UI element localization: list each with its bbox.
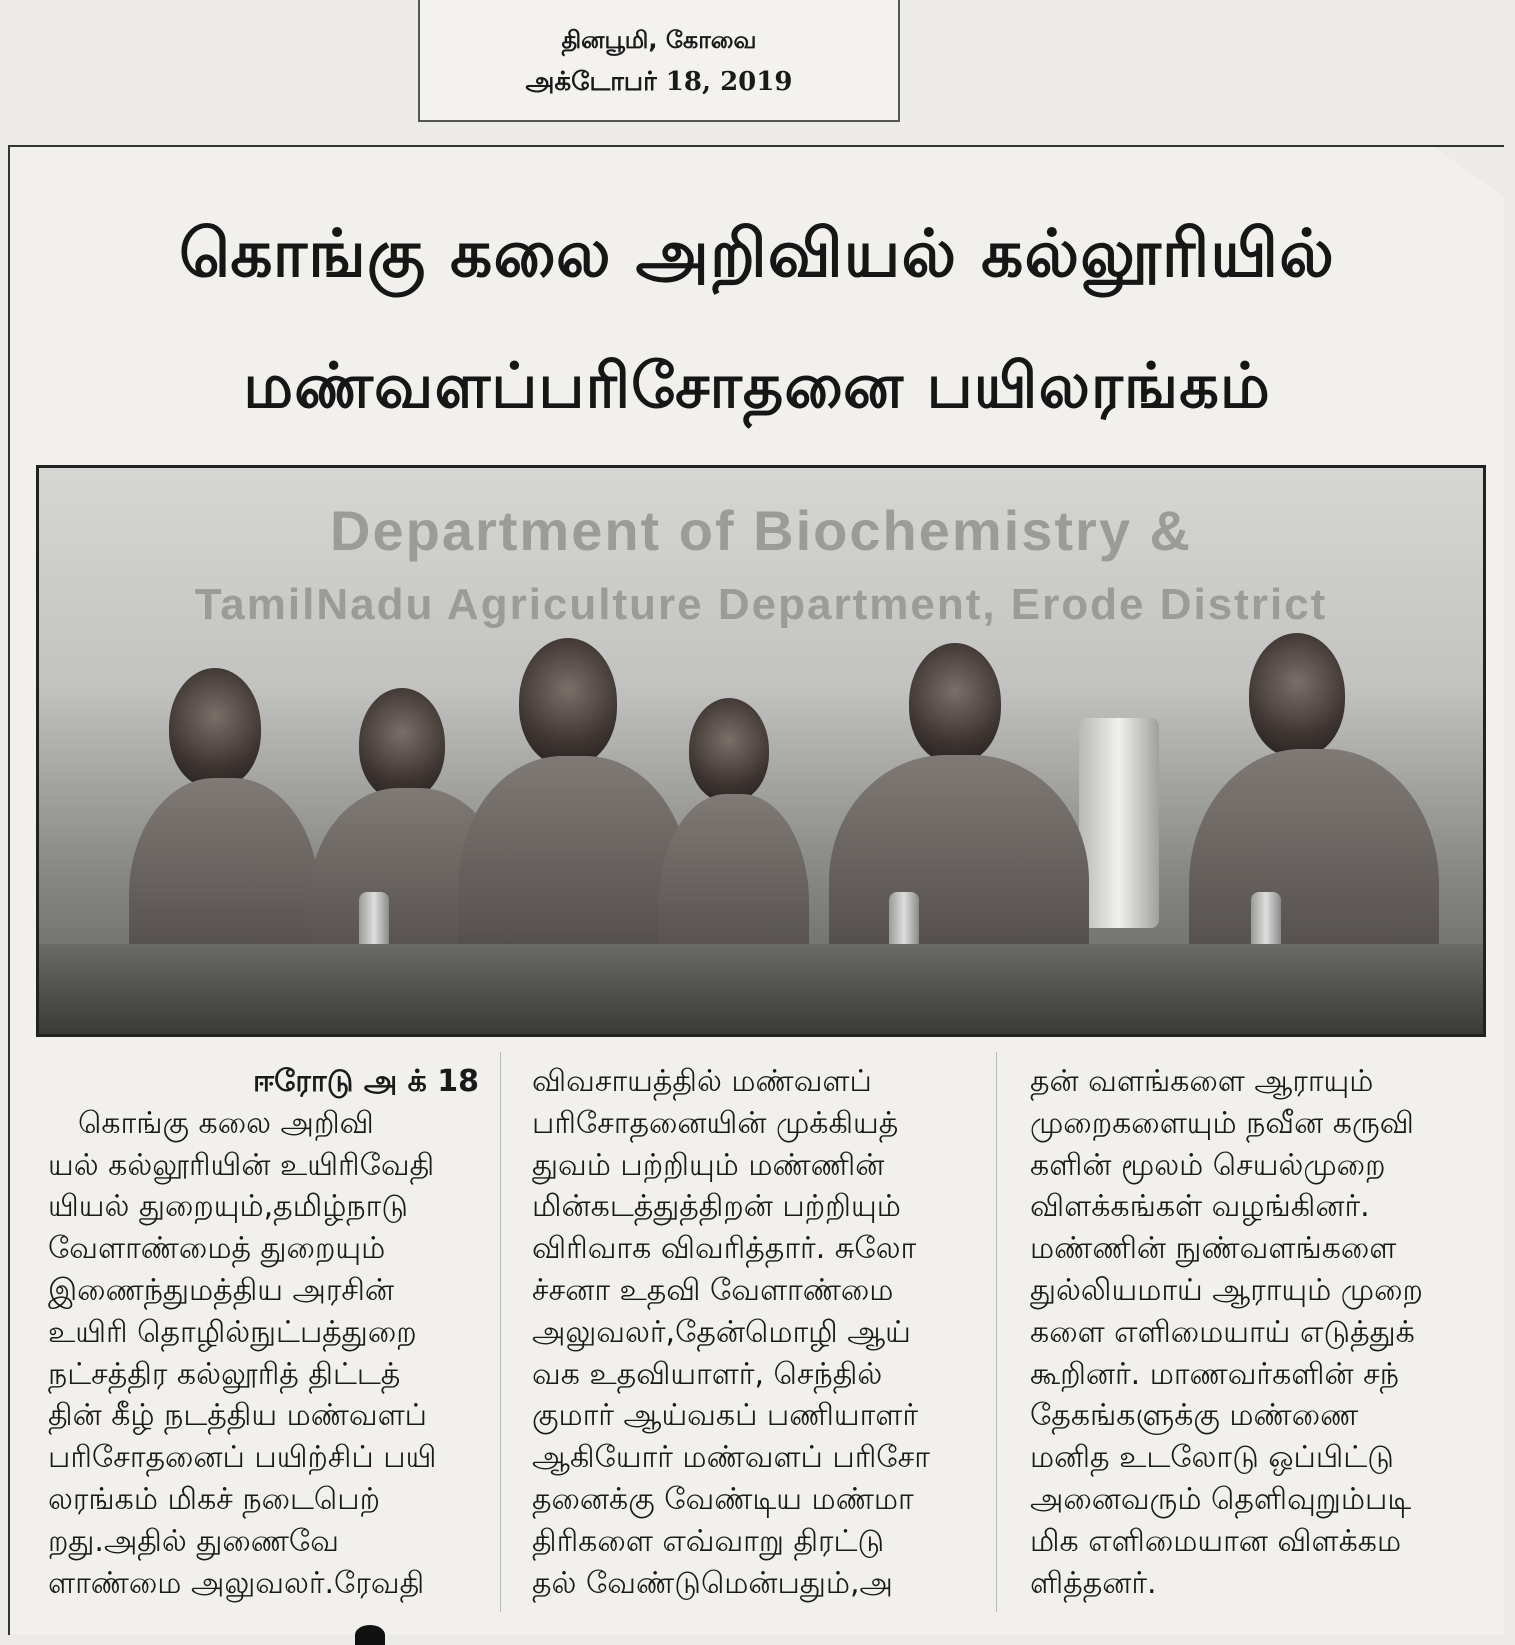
torn-corner xyxy=(1434,147,1504,197)
article-line: மின்கடத்துத்திறன் பற்றியும் xyxy=(532,1189,901,1225)
article-column-1 xyxy=(48,1061,483,1604)
article-line: உயிரி தொழில்நுட்பத்துறை xyxy=(48,1314,417,1350)
ink-blot xyxy=(355,1625,385,1645)
article-line: நட்சத்திர கல்லூரித் திட்டத் xyxy=(48,1356,401,1392)
article-line: தேகங்களுக்கு மண்ணை xyxy=(1030,1398,1359,1434)
article-line: இணைந்துமத்திய அரசின் xyxy=(48,1272,394,1308)
article-line: மனித உடலோடு ஒப்பிட்டு xyxy=(1030,1440,1394,1476)
article-line: திரிகளை எவ்வாறு திரட்டு xyxy=(532,1523,885,1559)
article-line: அலுவலர்,தேன்மொழி ஆய் xyxy=(532,1314,911,1350)
article-line: தின் கீழ் நடத்திய மண்வளப் xyxy=(48,1398,427,1434)
article-line: ஆகியோர் மண்வளப் பரிசோ xyxy=(532,1440,930,1476)
news-clipping xyxy=(8,145,1504,1635)
article-dateline: ஈரோடு அ க் 18 xyxy=(252,1064,479,1099)
article-line: வேளாண்மைத் துறையும் xyxy=(48,1231,386,1267)
article-line: தல் வேண்டுமென்பதும்,அ xyxy=(532,1565,893,1601)
article-line: மிக எளிமையான விளக்கம xyxy=(1030,1523,1402,1559)
article-line: களை எளிமையாய் எடுத்துக் xyxy=(1030,1314,1415,1350)
article-line: விவசாயத்தில் மண்வளப் xyxy=(532,1064,872,1099)
headline-line-2: மண்வளப்பரிசோதனை பயிலரங்கம் xyxy=(243,349,1271,422)
article-line: குமார் ஆய்வகப் பணியாளர் xyxy=(532,1398,919,1434)
headline-line-1: கொங்கு கலை அறிவியல் கல்லூரியில் xyxy=(179,215,1335,292)
article-line: ளாண்மை அலுவலர்.ரேவதி xyxy=(48,1565,425,1601)
article-column-3 xyxy=(1030,1061,1465,1604)
article-line: கொங்கு கலை அறிவி xyxy=(78,1105,374,1141)
newspaper-masthead xyxy=(418,0,900,122)
article-line: அனைவரும் தெளிவுறும்படி xyxy=(1030,1481,1412,1517)
article-line: மண்ணின் நுண்வளங்களை xyxy=(1030,1231,1397,1267)
article-line: யல் கல்லூரியின் உயிரிவேதி xyxy=(48,1147,435,1183)
article-line: தன் வளங்களை ஆராயும் xyxy=(1030,1064,1374,1099)
article-line: துவம் பற்றியும் மண்ணின் xyxy=(532,1147,885,1183)
article-line: வக உதவியாளர், செந்தில் xyxy=(532,1356,883,1392)
article-line: பரிசோதனைப் பயிற்சிப் பயி xyxy=(48,1440,437,1476)
publication-name: தினபூமி, கோவை xyxy=(561,26,757,54)
article-column-2 xyxy=(532,1061,967,1604)
table-edge xyxy=(39,944,1483,1034)
article-line: கூறினர். மாணவர்களின் சந் xyxy=(1030,1356,1399,1392)
article-line: லரங்கம் மிகச் நடைபெற் xyxy=(48,1481,381,1517)
article-line: றது.அதில் துணைவே xyxy=(48,1523,339,1559)
trophy-prop xyxy=(1079,718,1159,928)
article-line: துல்லியமாய் ஆராயும் முறை xyxy=(1030,1272,1423,1308)
article-line: ச்சனா உதவி வேளாண்மை xyxy=(532,1272,894,1308)
article-line: யியல் துறையும்,தமிழ்நாடு xyxy=(48,1189,409,1225)
column-divider xyxy=(996,1052,997,1612)
publication-date: அக்டோபர் 18, 2019 xyxy=(525,67,793,97)
photo-banner-line-2: TamilNadu Agriculture Department, Erode District xyxy=(194,580,1328,629)
article-line: களின் மூலம் செயல்முறை xyxy=(1030,1147,1386,1183)
photo-banner-line-1: Department of Biochemistry & xyxy=(330,499,1192,562)
article-line: பரிசோதனையின் முக்கியத் xyxy=(532,1105,899,1141)
article-line: முறைகளையும் நவீன கருவி xyxy=(1030,1105,1414,1141)
event-photo xyxy=(36,465,1486,1037)
column-divider xyxy=(500,1052,501,1612)
article-line: ளித்தனர். xyxy=(1030,1565,1157,1601)
article-line: தனைக்கு வேண்டிய மண்மா xyxy=(532,1481,914,1517)
article-line: விரிவாக விவரித்தார். சுலோ xyxy=(532,1231,917,1267)
article-line: விளக்கங்கள் வழங்கினர். xyxy=(1030,1189,1370,1225)
